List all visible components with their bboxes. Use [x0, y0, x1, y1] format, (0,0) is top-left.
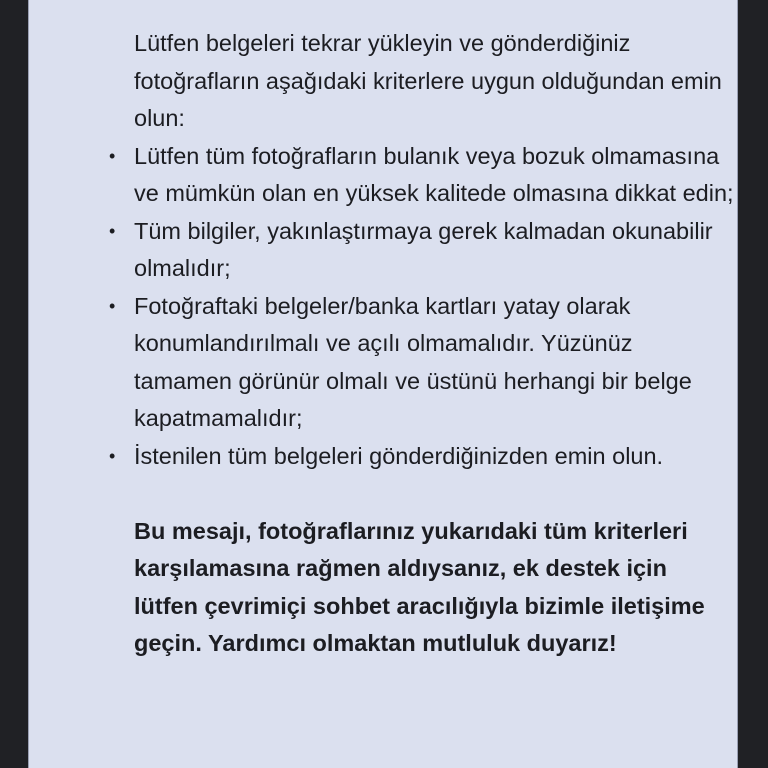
- criteria-list: [109, 138, 734, 476]
- bullet-icon: •: [109, 295, 116, 316]
- spacer: [134, 475, 734, 513]
- bullet-icon: •: [109, 445, 116, 466]
- closing-text: Bu mesajı, fotoğraflarınız yukarıdaki tüm kriterleri karşılamasına rağmen aldıysanız, ek destek için lütfen çevrimiçi sohbet aracılığıyla bizimle iletişime geçin. Yardımcı olmaktan mutluluk duyarız!: [134, 517, 705, 656]
- intro-text: Lütfen belgeleri tekrar yükleyin ve gönderdiğiniz fotoğrafların aşağıdaki kriterlere uygun olduğundan emin olun:: [134, 30, 722, 131]
- message-content: [109, 25, 734, 663]
- list-item: • Lütfen tüm fotoğrafların bulanık veya bozuk olmamasına ve mümkün olan en yüksek kalitede olmasına dikkat edin;: [134, 138, 734, 213]
- list-item: • Tüm bilgiler, yakınlaştırmaya gerek kalmadan okunabilir olmalıdır;: [134, 213, 734, 288]
- message-panel: [28, 0, 738, 768]
- bullet-icon: •: [109, 145, 116, 166]
- list-item: • Fotoğraftaki belgeler/banka kartları yatay olarak konumlandırılmalı ve açılı olmamalıdır. Yüzünüz tamamen görünür olmalı ve üstünü herhangi bir belge kapatmamalıdır;: [134, 288, 734, 438]
- list-item: • İstenilen tüm belgeleri gönderdiğinizden emin olun.: [134, 438, 734, 476]
- bullet-icon: •: [109, 220, 116, 241]
